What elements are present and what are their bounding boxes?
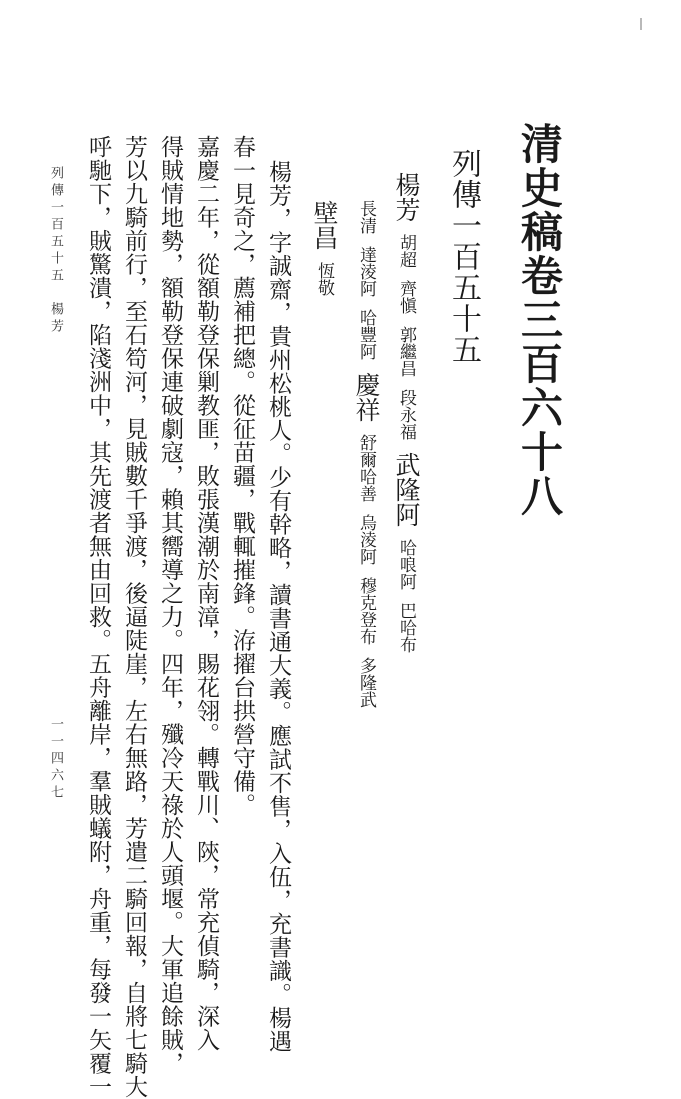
subject-name: 齊愼 [396,280,416,314]
subject-name: 多隆武 [356,657,376,708]
scan-mark [640,18,642,30]
subject-name: 哈哴阿 [396,539,416,590]
subject-name: 達淩阿 [356,246,376,297]
subject-name: 壁昌 [310,200,339,250]
page-number: 一一四六七 [48,717,63,802]
subject-name: 胡超 [396,234,416,268]
subject-name: 恆敬 [314,262,334,296]
body-text-column: 楊芳，字誠齋，貴州松桃人。少有幹略，讀書通大義。應試不售，入伍，充書識。楊遇 [265,160,291,1053]
chapter-heading: 列傳一百五十五 [446,148,481,365]
subject-name: 烏淩阿 [356,514,376,565]
subject-column-3 [310,200,339,308]
subject-name: 長清 [356,200,376,234]
subject-name: 慶祥 [352,372,381,422]
body-text-column: 得賊情地勢，額勒登保連破劇寇，賴其嚮導之力。四年，殲冷天祿於人頭堰。大軍追餘賊， [157,135,183,1075]
body-text-column: 芳以九騎前行，至石笱河，見賊數千爭渡，後逼陡崖，左右無路，芳遣二騎回報，自將七騎大 [121,135,147,1099]
subject-name: 武隆阿 [392,452,421,527]
body-text-column: 嘉慶二年，從額勒登保剿教匪，敗張漢潮於南漳，賜花翎。轉戰川、陝，常充偵騎，深入 [193,135,219,1052]
subject-name: 段永福 [396,389,416,440]
subject-name: 楊芳 [392,172,421,222]
subject-name: 穆克登布 [356,577,376,645]
subject-column-1 [392,172,421,665]
subject-name: 巴哈布 [396,602,416,653]
volume-title: 清史稿卷三百六十八 [515,122,564,518]
body-text-column: 春一見奇之，薦補把總。從征苗疆，戰輒摧鋒。洊擢台拱營守備。 [229,135,255,817]
subject-name: 舒爾哈善 [356,434,376,502]
running-footer-section: 列傳一百五十五 楊芳 [48,166,63,336]
body-text-column: 呼馳下，賊驚潰，陷淺洲中，其先渡者無由回救。五舟離岸，羣賊蟻附，舟重，每發一矢覆一 [85,135,111,1099]
subject-name: 郭繼昌 [396,326,416,377]
subject-name: 哈豐阿 [356,309,376,360]
subject-column-2 [352,200,381,720]
